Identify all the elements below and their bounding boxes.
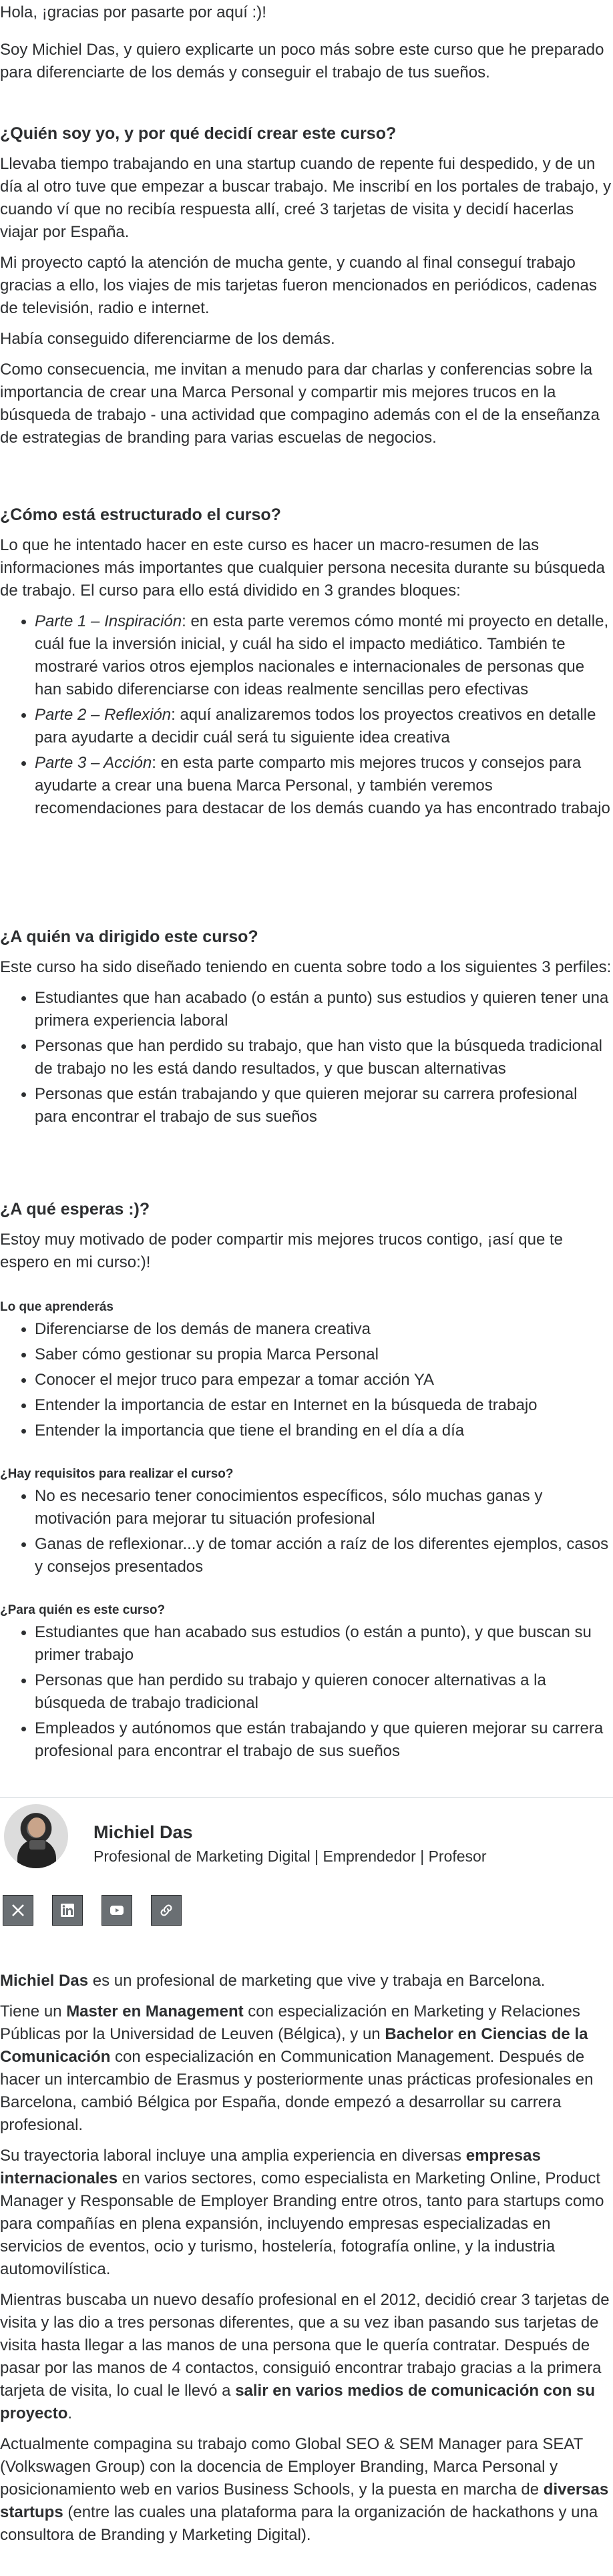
intro-section bbox=[0, 1, 613, 84]
section-divider bbox=[0, 1797, 613, 1798]
audience-intro: Este curso ha sido diseñado teniendo en cuenta sobre todo a los siguientes 3 perfiles: bbox=[0, 958, 612, 976]
bio-text: Tiene un bbox=[0, 2002, 67, 2020]
requirements-list bbox=[0, 1485, 613, 1578]
avatar[interactable] bbox=[4, 1804, 68, 1868]
list-item bbox=[35, 704, 613, 749]
bio-text: es un profesional de marketing que vive y trabaja en Barcelona. bbox=[88, 1972, 546, 1990]
bio-bold: Master en Management bbox=[66, 2002, 244, 2020]
linkedin-icon[interactable] bbox=[52, 1895, 83, 1926]
bio-bold: Bachelor en Ciencias de la Comunicación bbox=[0, 2025, 588, 2066]
who-section bbox=[0, 122, 613, 449]
bio-paragraph-2 bbox=[0, 2000, 613, 2137]
who-paragraph-1: Llevaba tiempo trabajando en una startup cuando de repente fui despedido, y de un día al otro tuve que empezar a buscar trabajo. Me inscribí en los portales de trabajo, y cuando ví que no recibía respuesta allí, creé 3 tarjetas de visita y decidí hacerlas viajar por España. bbox=[0, 155, 612, 241]
bio-text: Actualmente compagina su trabajo como Global SEO & SEM Manager para SEAT (Volkswagen Group) con la docencia de Employer Branding, Marca Personal y posicionamiento web en varios Business Schools, y la puesta en marcha de bbox=[0, 2435, 583, 2499]
for-whom-heading: ¿Para quién es este curso? bbox=[0, 1603, 166, 1617]
bio-text: en varios sectores, como especialista en Marketing Online, Product Manager y Responsable de Employer Branding entre otros, tanto para startups como para compañías en plena expansión, incluyendo empresas especializadas en servicios de eventos, ocio y turismo, hostelería, fotografía online, y la industria automovilística. bbox=[0, 2169, 604, 2278]
requirements-section bbox=[0, 1465, 613, 1581]
list-item: • Entender la importancia de estar en Internet en la búsqueda de trabajo bbox=[35, 1394, 613, 1417]
instructor-bio bbox=[0, 1970, 613, 2547]
who-paragraph-4: Como consecuencia, me invitan a menudo para dar charlas y conferencias sobre la importancia de crear una Marca Personal y compartir mis mejores trucos en la búsqueda de trabajo - una actividad que compagino además con el de la enseñanza de estrategias de branding para varias escuelas de negocios. bbox=[0, 361, 600, 447]
requirements-heading: ¿Hay requisitos para realizar el curso? bbox=[0, 1467, 234, 1481]
bio-bold: salir en varios medios de comunicación con su proyecto bbox=[0, 2382, 596, 2422]
for-whom-section bbox=[0, 1601, 613, 1765]
x-icon[interactable] bbox=[3, 1895, 33, 1926]
structure-item-text: : aquí analizaremos todos los proyectos creativos en detalle para ayudarte a decidir cuál será tu siguiente idea creativa bbox=[35, 706, 596, 746]
intro-paragraph: Soy Michiel Das, y quiero explicarte un poco más sobre este curso que he preparado para diferenciarte de los demás y conseguir el trabajo de tus sueños. bbox=[0, 41, 604, 81]
expect-heading: ¿A qué esperas :)? bbox=[0, 1200, 150, 1219]
structure-item-label: Parte 3 – Acción bbox=[35, 754, 152, 772]
for-whom-list bbox=[0, 1621, 613, 1763]
instructor-title: Profesional de Marketing Digital | Emprendedor | Profesor bbox=[93, 1848, 487, 1865]
bio-paragraph-3 bbox=[0, 2145, 613, 2281]
structure-item-text: : en esta parte comparto mis mejores trucos y consejos para ayudarte a crear una buena Marca Personal, y también veremos recomendaciones para destacar de los demás cuando ya has encontrado trabajo bbox=[35, 754, 610, 817]
learn-heading: Lo que aprenderás bbox=[0, 1300, 114, 1314]
list-item: • Estudiantes que han acabado sus estudios (o están a punto), y que buscan su primer trabajo bbox=[35, 1621, 613, 1667]
bio-text: con especialización en Communication Management. Después de hacer un intercambio de Erasmus y posteriormente unas prácticas profesionales en Barcelona, cambió Bélgica por España, donde empezó a desarrollar su carrera profesional. bbox=[0, 2048, 594, 2134]
bio-text: Su trayectoria laboral incluye una amplia experiencia en diversas bbox=[0, 2147, 466, 2165]
list-item: • No es necesario tener conocimientos específicos, sólo muchas ganas y motivación para mejorar tu situación profesional bbox=[35, 1485, 613, 1530]
list-item: • Ganas de reflexionar...y de tomar acción a raíz de los diferentes ejemplos, casos y consejos presentados bbox=[35, 1533, 613, 1578]
list-item: • Conocer el mejor truco para empezar a tomar acción YA bbox=[35, 1369, 613, 1391]
list-item: • Personas que han perdido su trabajo, que han visto que la búsqueda tradicional de trabajo no les está dando resultados, y que buscan alternativas bbox=[35, 1035, 613, 1080]
who-heading: ¿Quién soy yo, y por qué decidí crear este curso? bbox=[0, 124, 397, 143]
learn-list bbox=[0, 1318, 613, 1442]
structure-item-label: Parte 2 – Reflexión bbox=[35, 706, 172, 724]
list-item bbox=[35, 610, 613, 701]
instructor-name[interactable]: Michiel Das bbox=[93, 1822, 193, 1842]
list-item: • Entender la importancia que tiene el branding en el día a día bbox=[35, 1420, 613, 1442]
bio-paragraph-4 bbox=[0, 2289, 613, 2425]
bio-paragraph-5 bbox=[0, 2433, 613, 2547]
bio-text: Mientras buscaba un nuevo desafío profesional en el 2012, decidió crear 3 tarjetas de visita y las dio a tres personas diferentes, que a su vez iban pasando sus tarjetas de visita hasta llegar a las manos de una persona que le quería contratar. Después de pasar por las manos de 4 contactos, consiguió encontrar trabajo gracias a la primera tarjeta de visita, lo cual le llevó a bbox=[0, 2291, 610, 2400]
expect-section bbox=[0, 1198, 613, 1274]
bio-bold: empresas internacionales bbox=[0, 2147, 541, 2187]
bio-text: (entre las cuales una plataforma para la organización de hackathons y una consultora de Branding y Marketing Digital). bbox=[0, 2503, 598, 2544]
structure-item-label: Parte 1 – Inspiración bbox=[35, 612, 182, 630]
link-icon[interactable] bbox=[151, 1895, 182, 1926]
bio-text: con especialización en Marketing y Relaciones Públicas por la Universidad de Leuven (Bélgica), y un bbox=[0, 2002, 580, 2043]
list-item: • Empleados y autónomos que están trabajando y que quieren mejorar su carrera profesional para encontrar el trabajo de sus sueños bbox=[35, 1717, 613, 1763]
list-item: • Personas que han perdido su trabajo y quieren conocer alternativas a la búsqueda de trabajo tradicional bbox=[35, 1669, 613, 1715]
youtube-icon[interactable] bbox=[101, 1895, 132, 1926]
list-item: • Personas que están trabajando y que quieren mejorar su carrera profesional para encontrar el trabajo de sus sueños bbox=[35, 1083, 613, 1128]
structure-item-text: : en esta parte veremos cómo monté mi proyecto en detalle, cuál fue la inversión inicial, y cuál ha sido el impacto mediático. También te mostraré varios otros ejemplos nacionales e internacionales de personas que han sabido diferenciarse con ideas realmente sencillas pero efectivas bbox=[35, 612, 609, 698]
audience-list bbox=[0, 987, 613, 1128]
structure-heading: ¿Cómo está estructurado el curso? bbox=[0, 505, 281, 524]
bio-text: . bbox=[67, 2404, 73, 2422]
audience-section bbox=[0, 925, 613, 1131]
intro-greeting: Hola, ¡gracias por pasarte por aquí :)! bbox=[0, 3, 266, 21]
expect-paragraph: Estoy muy motivado de poder compartir mis mejores trucos contigo, ¡así que te espero en mi curso:)! bbox=[0, 1231, 564, 1271]
list-item: • Diferenciarse de los demás de manera creativa bbox=[35, 1318, 613, 1341]
bio-bold: diversas startups bbox=[0, 2481, 609, 2521]
bio-paragraph-1 bbox=[0, 1970, 613, 1992]
who-paragraph-2: Mi proyecto captó la atención de mucha gente, y cuando al final conseguí trabajo gracias a ello, los viajes de mis tarjetas fueron mencionados en periódicos, cadenas de televisión, radio e internet. bbox=[0, 254, 597, 317]
structure-list bbox=[0, 610, 613, 820]
structure-intro: Lo que he intentado hacer en este curso es hacer un macro-resumen de las informaciones más importantes que cualquier persona necesita durante su búsqueda de trabajo. El curso para ello está dividido en 3 grandes bloques: bbox=[0, 536, 605, 600]
bio-bold-name: Michiel Das bbox=[0, 1972, 89, 1990]
learn-section bbox=[0, 1298, 613, 1445]
list-item: • Estudiantes que han acabado (o están a punto) sus estudios y quieren tener una primera experiencia laboral bbox=[35, 987, 613, 1032]
structure-section bbox=[0, 503, 613, 823]
list-item bbox=[35, 752, 613, 820]
list-item: • Saber cómo gestionar su propia Marca Personal bbox=[35, 1343, 613, 1366]
who-paragraph-3: Había conseguido diferenciarme de los demás. bbox=[0, 330, 335, 348]
audience-heading: ¿A quién va dirigido este curso? bbox=[0, 927, 258, 946]
